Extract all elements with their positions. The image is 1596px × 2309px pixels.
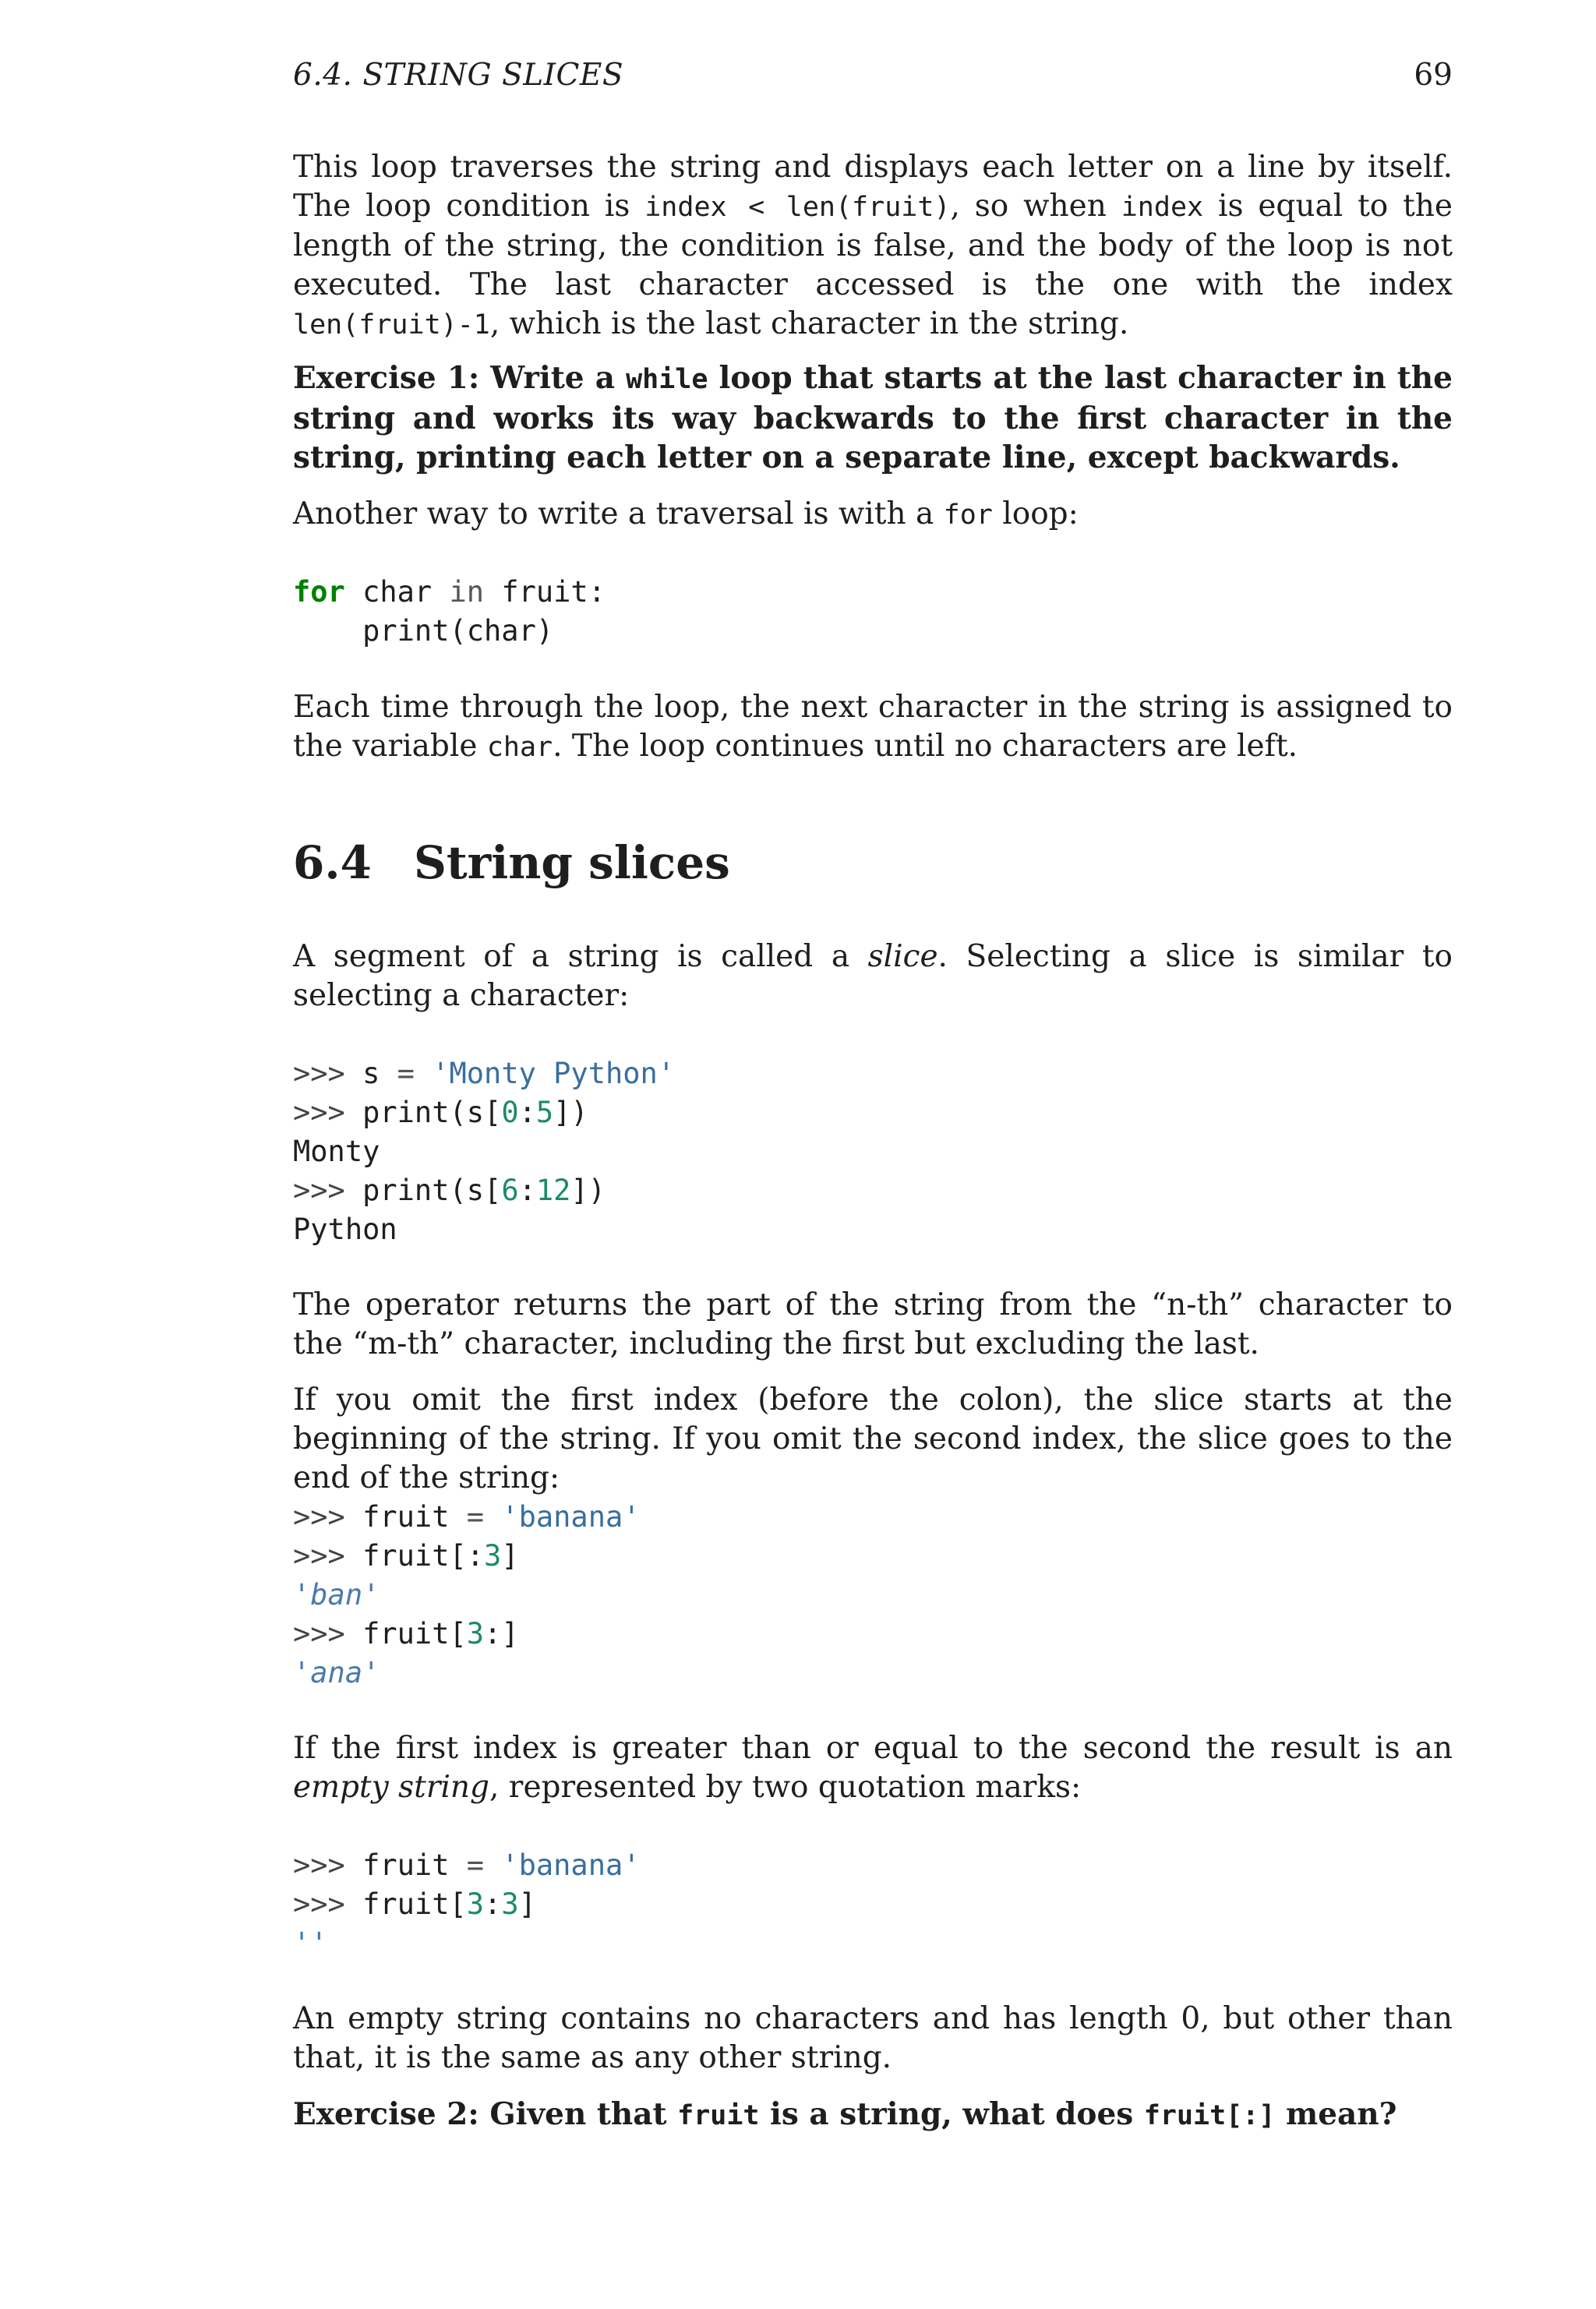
inline-code: index (1121, 192, 1204, 223)
inline-code: len(fruit)-1 (293, 309, 490, 341)
paragraph-operator-returns: The operator returns the part of the string from the “n-th” character to the “m-th” character, including the first but excluding the last. (293, 1287, 1453, 1361)
paragraph-for-loop: Another way to write a traversal is with a for loop: (293, 496, 1079, 531)
exercise-2: Exercise 2: Given that fruit is a string, what does fruit[:] mean? (293, 2096, 1397, 2132)
header-section-title: 6.4. STRING SLICES (293, 58, 624, 93)
inline-code: while (626, 364, 708, 395)
emphasis: slice (867, 939, 938, 974)
emphasis: empty string (293, 1770, 490, 1805)
inline-code: for (943, 500, 993, 531)
inline-code: fruit (677, 2100, 760, 2131)
paragraph-slice-intro: A segment of a string is called a slice. Selecting a slice is similar to selecting a character: (293, 939, 1453, 1013)
inline-code: index < len(fruit) (644, 192, 951, 223)
code-block-for-loop: for char in fruit: print(char) (293, 575, 606, 648)
code-block-monty-python: >>> s = 'Monty Python' >>> print(s[0:5]) Monty >>> print(s[6:12]) Python (293, 1057, 676, 1246)
section-number: 6.4 (293, 836, 372, 889)
section-title: String slices (414, 836, 730, 889)
paragraph-loop-traversal: This loop traverses the string and displays each letter on a line by itself. The loop condition is index < len(fruit), so when index is equal to the length of the string, the condition is false, and the body of the loop is not executed. The last character accessed is the one with the index len(fruit)-1, which is the last character in the string. (293, 150, 1453, 341)
inline-code: fruit[:] (1143, 2100, 1276, 2131)
paragraph-each-time: Each time through the loop, the next character in the string is assigned to the variable char. The loop continues until no characters are left. (293, 690, 1453, 764)
running-header (293, 58, 1453, 97)
exercise-1: Exercise 1: Write a while loop that starts at the last character in the string and works its way backwards to the first character in the string, printing each letter on a separate line, except backwards. (293, 360, 1453, 475)
code-block-banana-slices: >>> fruit = 'banana' >>> fruit[:3] 'ban' >>> fruit[3:] 'ana' (293, 1500, 641, 1689)
paragraph-empty-string-length: An empty string contains no characters and has length 0, but other than that, it is the same as any other string. (293, 2001, 1453, 2075)
page-number: 69 (1414, 58, 1453, 93)
paragraph-omit-index: If you omit the first index (before the colon), the slice starts at the beginning of the string. If you omit the second index, the slice goes to the end of the string: (293, 1382, 1453, 1495)
section-heading (293, 835, 1453, 890)
paragraph-empty-string: If the first index is greater than or equal to the second the result is an empty string, represented by two quotation marks: (293, 1731, 1453, 1805)
inline-code: char (486, 732, 553, 763)
code-block-empty-slice: >>> fruit = 'banana' >>> fruit[3:3] '' (293, 1848, 641, 1960)
